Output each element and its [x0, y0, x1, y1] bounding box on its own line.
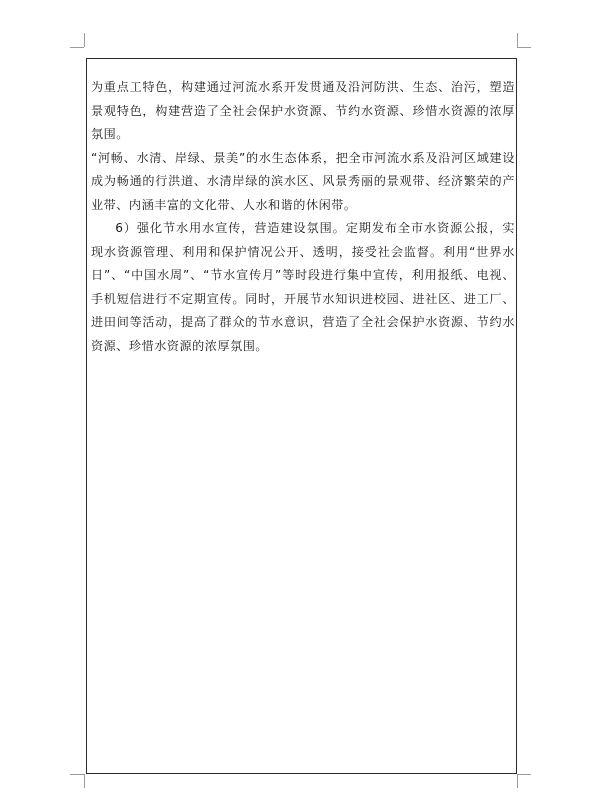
- crop-mark-top-right-v: [517, 33, 518, 47]
- document-body: [91, 76, 515, 358]
- paragraph-2: “河畅、水清、岸绿、景美”的水生态体系，把全市河流水系及沿河区域建设成为畅通的行洪道、水清岸绿的滨水区、风景秀丽的景观带、经济繁荣的产业带、内涵丰富的文化带、人水和谐的休闲带。: [91, 150, 515, 212]
- crop-mark-bottom-left-h: [70, 774, 84, 775]
- crop-mark-bottom-right-h: [517, 774, 531, 775]
- paragraph-1: 为重点工特色，构建通过河流水系开发贯通及沿河防洪、生态、治污，塑造景观特色，构建营造了全社会保护水资源、节约水资源、珍惜水资源的浓厚氛围。: [91, 80, 515, 141]
- paragraph-3: 6）强化节水用水宣传，营造建设氛围。定期发布全市水资源公报，实现水资源管理、利用和保护情况公开、透明，接受社会监督。利用“世界水日”、“中国水周”、“节水宣传月”等时段进行集中宣传，利用报纸、电视、手机短信进行不定期宣传。同时，开展节水知识进校园、进社区、进工厂、进田间等活动，提高了群众的节水意识，营造了全社会保护水资源、节约水资源、珍惜水资源的浓厚氛围。: [91, 221, 515, 353]
- crop-mark-top-left-h: [70, 47, 84, 48]
- crop-mark-top-left-v: [84, 33, 85, 47]
- crop-mark-bottom-left-v: [84, 774, 85, 788]
- crop-mark-bottom-right-v: [517, 774, 518, 788]
- crop-mark-top-right-h: [517, 47, 531, 48]
